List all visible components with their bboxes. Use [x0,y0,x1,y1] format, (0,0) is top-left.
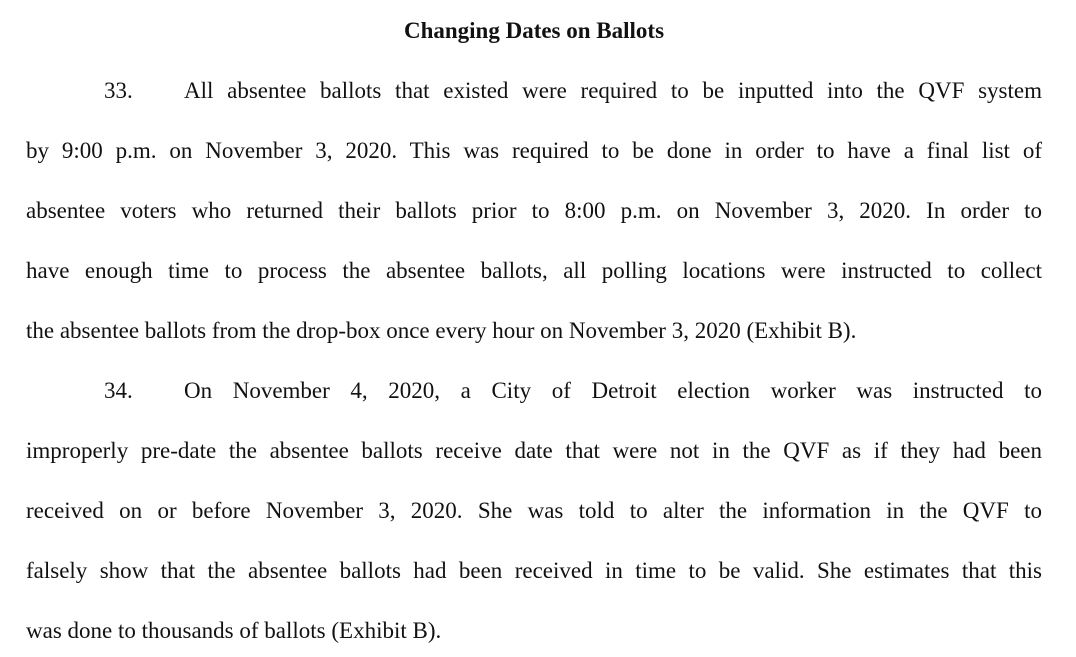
paragraph-number: 34. [104,378,133,403]
section-heading: Changing Dates on Ballots [403,18,665,43]
paragraph-line: falsely show that the absentee ballots had been received in time to be valid. She estimates that this [26,558,1042,583]
paragraph-line: improperly pre-date the absentee ballots receive date that were not in the QVF as if they had been [26,438,1042,463]
paragraph-line: absentee voters who returned their ballots prior to 8:00 p.m. on November 3, 2020. In order to [26,198,1042,223]
paragraph-line: the absentee ballots from the drop-box once every hour on November 3, 2020 (Exhibit B). [26,318,857,343]
paragraph-line: by 9:00 p.m. on November 3, 2020. This was required to be done in order to have a final list of [26,138,1042,163]
paragraph-number: 33. [104,78,133,103]
paragraph-line: have enough time to process the absentee ballots, all polling locations were instructed to collect [26,258,1042,283]
paragraph-line: received on or before November 3, 2020. She was told to alter the information in the QVF to [26,498,1042,523]
paragraph-line: was done to thousands of ballots (Exhibit B). [26,618,442,643]
paragraph-line: 34. On November 4, 2020, a City of Detroit election worker was instructed to [104,375,1042,407]
paragraph-line: 33. All absentee ballots that existed were required to be inputted into the QVF system [104,75,1042,107]
